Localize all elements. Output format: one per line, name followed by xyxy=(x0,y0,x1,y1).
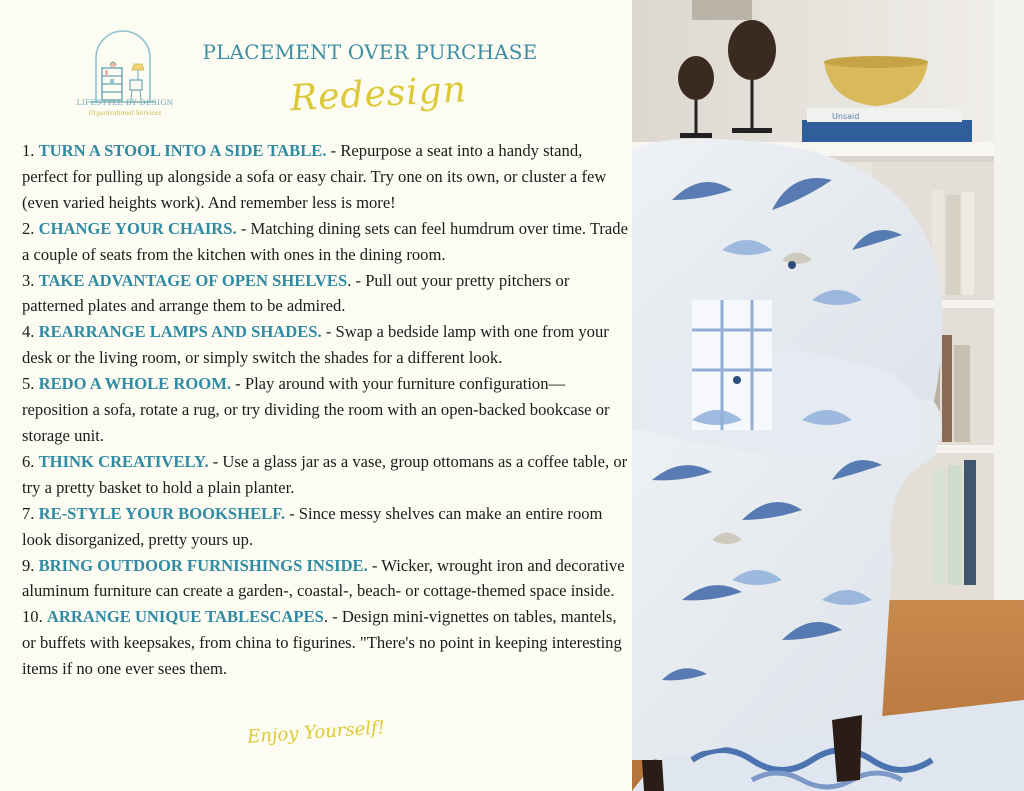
tip-heading: THINK CREATIVELY. xyxy=(38,451,209,471)
logo-name: LIFESTYLE BY DESIGN xyxy=(76,98,174,107)
logo-tagline: Organizational Services xyxy=(88,110,162,117)
tip-item xyxy=(22,268,630,320)
tip-body: - Repurpose a seat into a handy stand, perfect for pulling up alongside a sofa or easy chair. Try one on its own, or cluster a few (even varied heights work). And remember less is more! xyxy=(22,141,607,212)
tip-heading: CHANGE YOUR CHAIRS. xyxy=(38,218,237,238)
tip-body: - Since messy shelves can make an entire room look disorganized, pretty yours up. xyxy=(22,503,603,549)
tip-body: - Play around with your furniture configuration—reposition a sofa, rotate a rug, or try dividing the room with an open-backed bookcase or storage unit. xyxy=(22,374,610,445)
tip-body: - Wicker, wrought iron and decorative aluminum furniture can create a garden-, coastal-, beach- or cottage-themed space inside. xyxy=(22,555,625,601)
tip-item xyxy=(22,604,630,682)
tip-number: 10. xyxy=(22,607,43,627)
book-spine-text: Unsaid xyxy=(832,112,860,121)
tip-item xyxy=(22,553,630,605)
tip-item xyxy=(22,371,630,449)
armchair-illustration xyxy=(632,0,1024,791)
tip-number: 1. xyxy=(22,141,35,160)
page-title: PLACEMENT OVER PURCHASE xyxy=(202,40,538,64)
tip-heading: REARRANGE LAMPS AND SHADES. xyxy=(38,322,322,342)
tip-item xyxy=(22,319,630,371)
tip-number: 2. xyxy=(22,218,35,238)
tip-number: 9. xyxy=(22,555,35,575)
tip-number: 3. xyxy=(22,270,35,290)
tip-number: 6. xyxy=(22,451,35,471)
tip-heading: ARRANGE UNIQUE TABLESCAPES xyxy=(46,607,324,627)
bookshelf-arch-icon xyxy=(76,24,171,122)
tip-heading: TURN A STOOL INTO A SIDE TABLE. xyxy=(38,141,327,160)
tip-body: - Use a glass jar as a vase, group ottomans as a coffee table, or try a pretty basket to hold a plain planter. xyxy=(22,451,628,497)
page-subtitle: Redesign xyxy=(289,69,468,120)
tip-number: 4. xyxy=(22,322,35,342)
tip-body: . - Design mini-vignettes on tables, mantels, or buffets with keepsakes, from china to figurines. "There's no point in keeping interesting items if no one ever sees them. xyxy=(22,607,622,679)
tip-body: - Swap a bedside lamp with one from your desk or the living room, or simply switch the shades for a different look. xyxy=(22,322,609,368)
footer-signoff: Enjoy Yourself! xyxy=(246,717,386,748)
tip-heading: REDO A WHOLE ROOM. xyxy=(38,374,232,394)
tip-body: - Matching dining sets can feel humdrum over time. Trade a couple of seats from the kitchen with ones in the dining room. xyxy=(22,218,628,264)
tip-item xyxy=(22,501,630,553)
tip-heading: TAKE ADVANTAGE OF OPEN SHELVES xyxy=(38,270,348,290)
tip-item xyxy=(22,449,630,501)
tip-number: 5. xyxy=(22,374,35,394)
tip-item xyxy=(22,216,630,268)
tip-body: . - Pull out your pretty pitchers or patterned plates and arrange them to be admired. xyxy=(22,270,570,316)
tip-heading: BRING OUTDOOR FURNISHINGS INSIDE. xyxy=(38,555,368,575)
floral-armchair-photo xyxy=(632,0,1024,791)
tip-item xyxy=(22,138,630,216)
tips-list xyxy=(22,138,630,682)
tip-heading: RE-STYLE YOUR BOOKSHELF. xyxy=(38,503,285,523)
tip-number: 7. xyxy=(22,503,35,523)
